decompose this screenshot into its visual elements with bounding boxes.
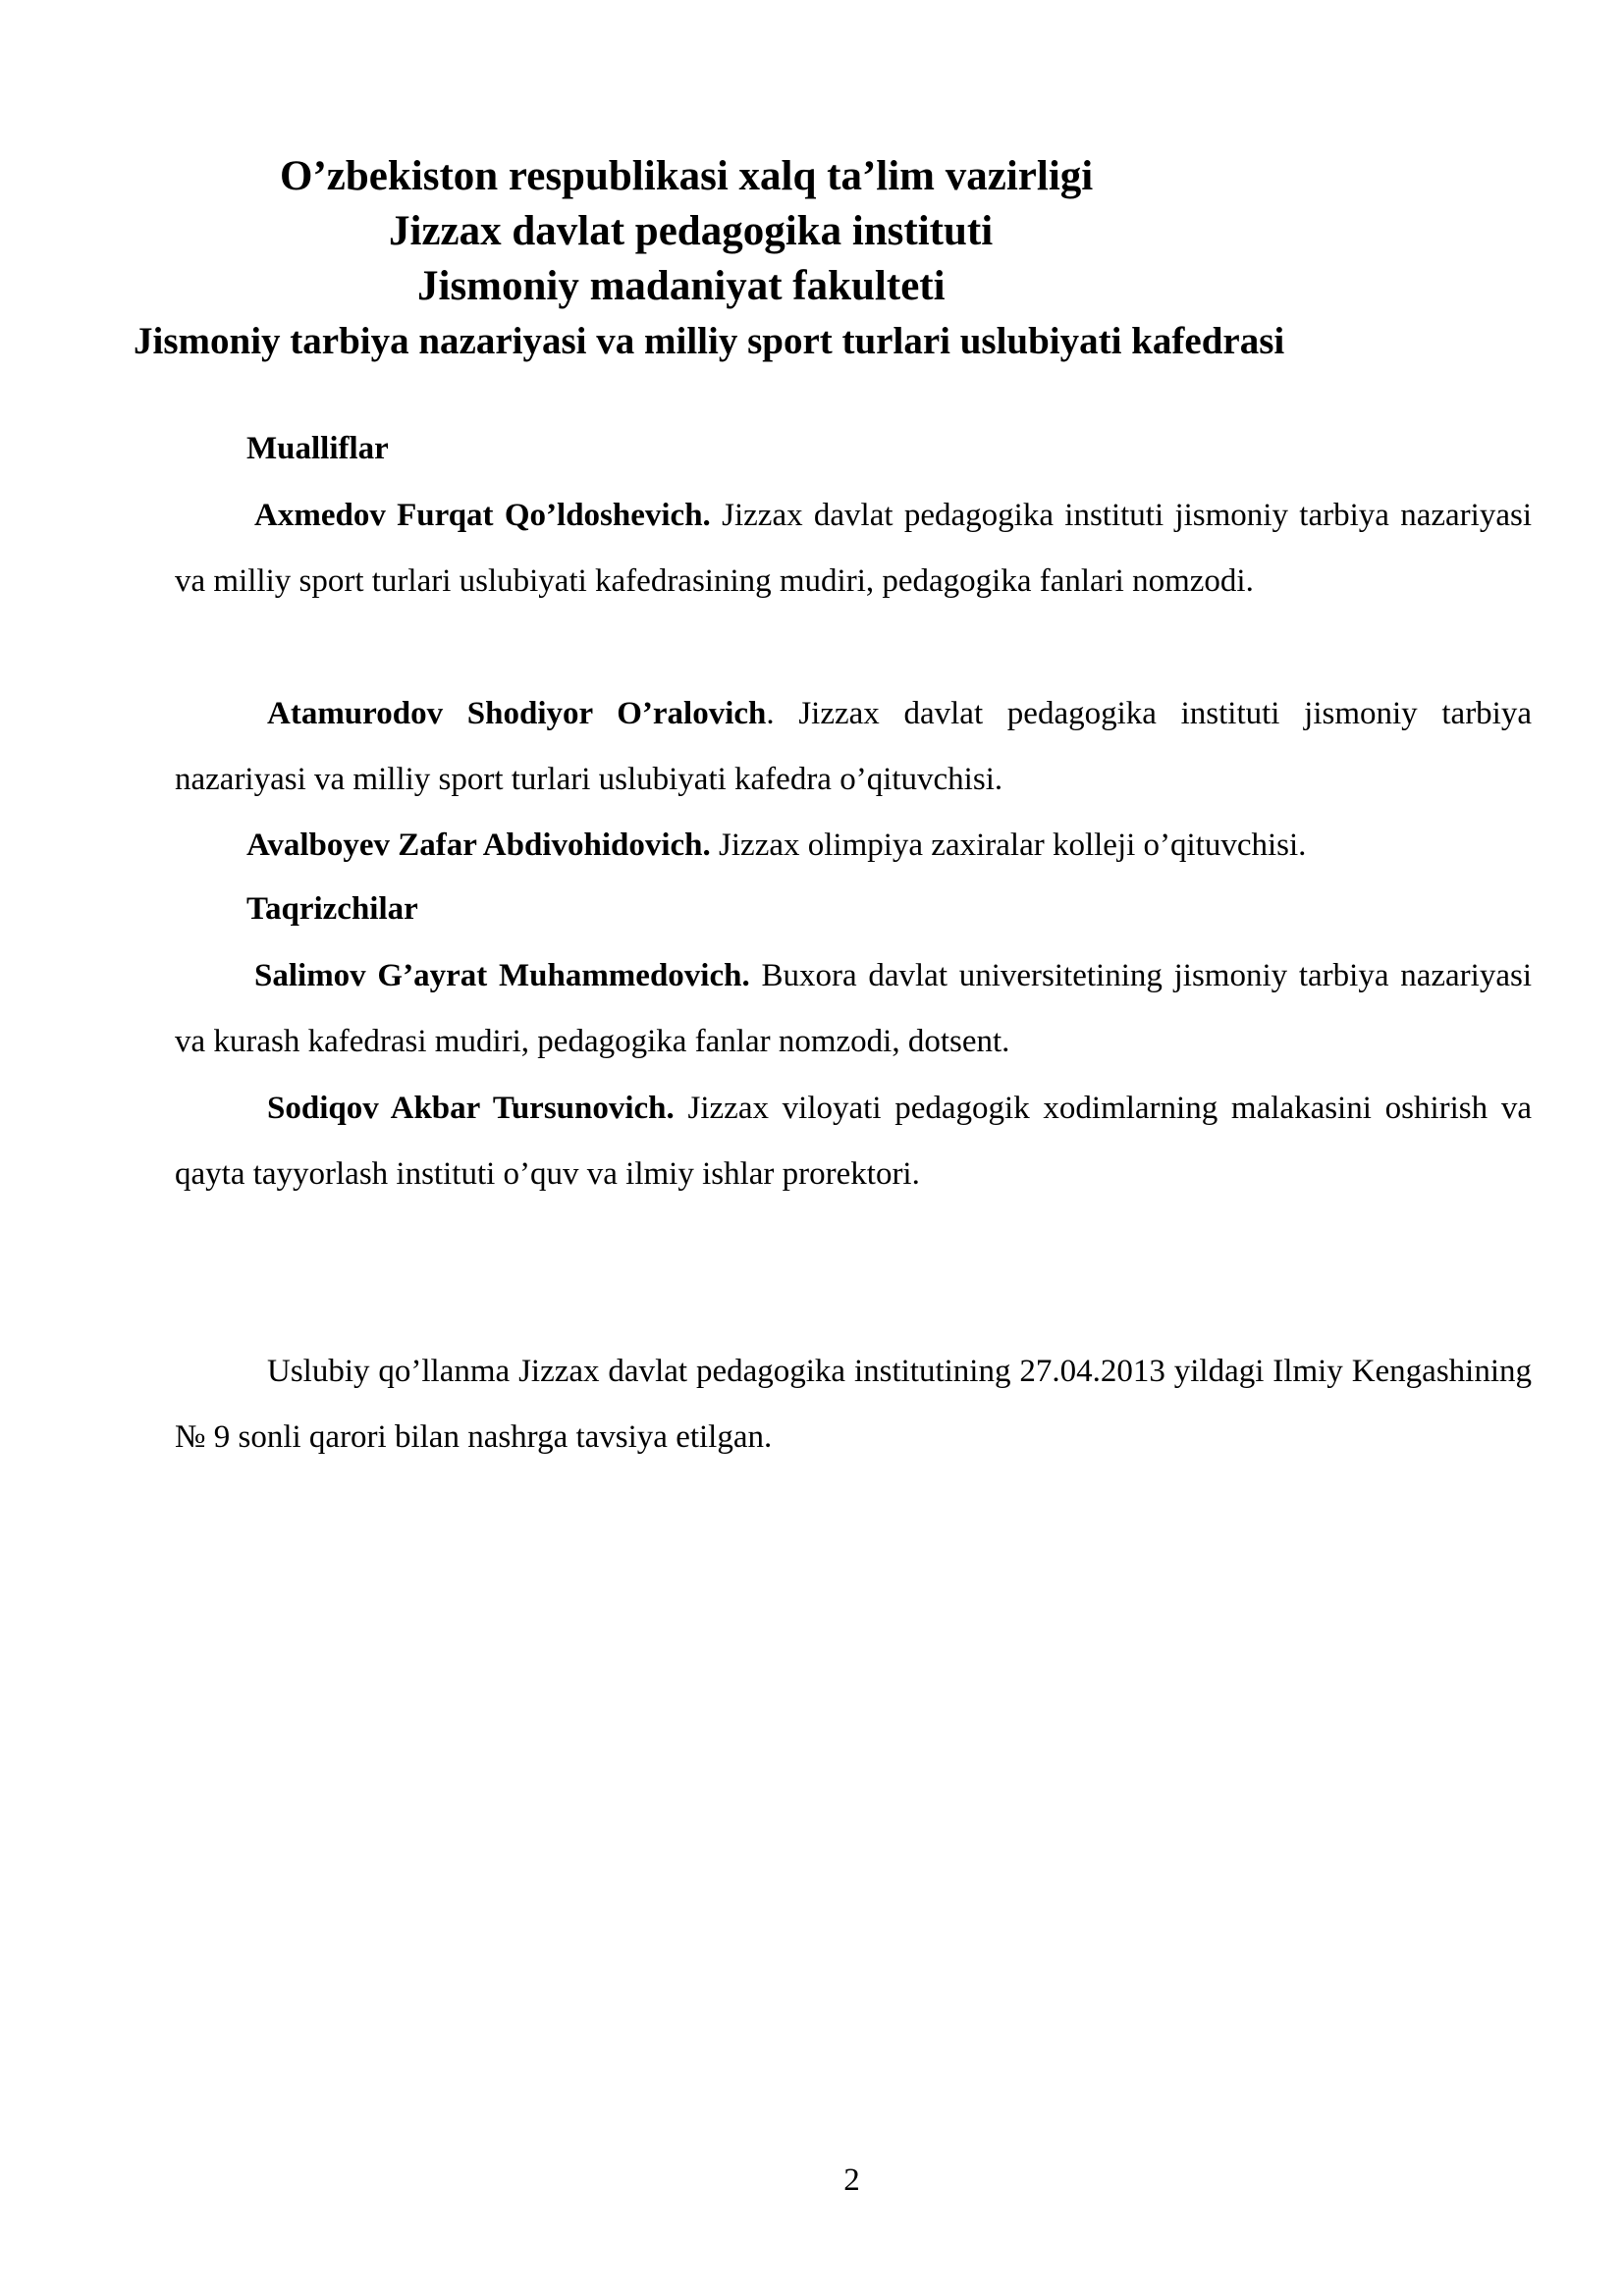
author-name: Axmedov Furqat Qo’ldoshevich.: [254, 498, 711, 533]
reviewer-name: Sodiqov Akbar Tursunovich.: [267, 1091, 675, 1126]
author-entry: [175, 681, 1532, 813]
faculty-title: Jismoniy madaniyat fakulteti: [417, 263, 946, 309]
author-entry: [175, 813, 1532, 879]
author-description: Jizzax davlat pedagogika instituti jismoniy tarbiya nazariyasi va milliy sport turlari uslubiyati kafedrasining mudiri, pedagogika fanlari nomzodi.: [175, 498, 1532, 599]
institute-title: Jizzax davlat pedagogika instituti: [389, 208, 994, 254]
reviewer-entry: [175, 943, 1532, 1075]
author-description: Jizzax olimpiya zaxiralar kolleji o’qituvchisi.: [710, 828, 1307, 863]
author-entry: [175, 483, 1532, 614]
reviewer-entry: [175, 1076, 1532, 1207]
author-name: Avalboyev Zafar Abdivohidovich.: [246, 828, 711, 863]
author-description: . Jizzax davlat pedagogika instituti jismoniy tarbiya nazariyasi va milliy sport turlari uslubiyati kafedra o’qituvchisi.: [175, 696, 1532, 797]
page-number: 2: [843, 2163, 860, 2198]
reviewer-name: Salimov G’ayrat Muhammedovich.: [254, 958, 750, 993]
author-name: Atamurodov Shodiyor O’ralovich: [267, 696, 767, 731]
authors-label: Mualliflar: [246, 431, 389, 466]
reviewer-description: Buxora davlat universitetining jismoniy tarbiya nazariyasi va kurash kafedrasi mudiri, pedagogika fanlar nomzodi, dotsent.: [175, 958, 1532, 1059]
reviewers-label: Taqrizchilar: [246, 891, 418, 927]
reviewer-description: Jizzax viloyati pedagogik xodimlarning malakasini oshirish va qayta tayyorlash instituti o’quv va ilmiy ishlar prorektori.: [175, 1091, 1532, 1192]
approval-note: Uslubiy qo’llanma Jizzax davlat pedagogika institutining 27.04.2013 yildagi Ilmiy Kengashining № 9 sonli qarori bilan nashrga tavsiya etilgan.: [175, 1354, 1532, 1455]
ministry-title: O’zbekiston respublikasi xalq ta’lim vazirligi: [280, 153, 1094, 199]
department-title: Jismoniy tarbiya nazariyasi va milliy sport turlari uslubiyati kafedrasi: [134, 320, 1285, 362]
